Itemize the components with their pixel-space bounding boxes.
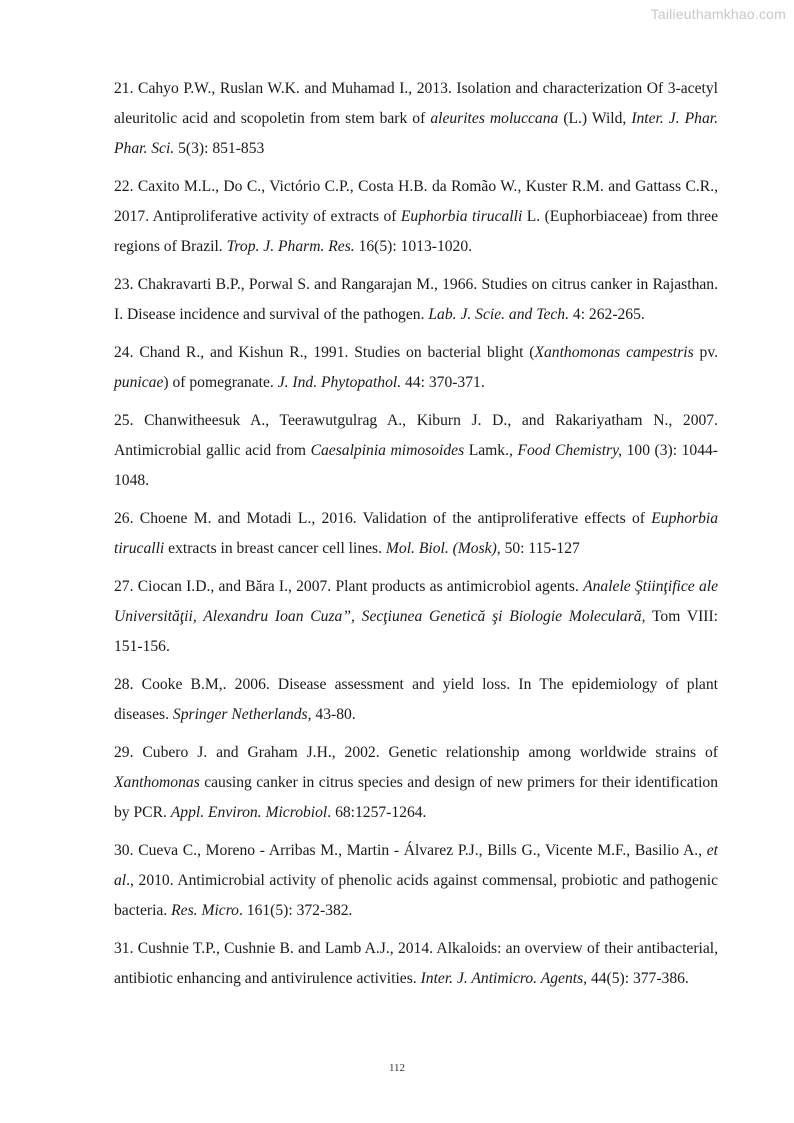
reference-italic-text: Xanthomonas: [114, 774, 200, 791]
reference-italic-text: punicae: [114, 374, 164, 391]
reference-text: 30. Cueva C., Moreno - Arribas M., Martin - Álvarez P.J., Bills G., Vicente M.F., Basilio A.,: [114, 842, 707, 859]
reference-entry: [114, 836, 718, 926]
reference-text: causing canker in citrus species and design of new primers for their identification by PCR.: [114, 774, 718, 821]
reference-text: 44: 370-371.: [401, 374, 485, 391]
reference-italic-text: Mol. Biol. (Mosk),: [385, 540, 501, 557]
reference-text: 22. Caxito M.L., Do C., Victório C.P., Costa H.B. da Romão W., Kuster R.M. and Gattass C.R., 2017. Antiproliferative activity of extracts of: [114, 178, 718, 225]
reference-italic-text: Trop. J. Pharm. Res.: [226, 238, 355, 255]
reference-italic-text: Springer Netherlands,: [172, 706, 312, 723]
reference-text: 29. Cubero J. and Graham J.H., 2002. Genetic relationship among worldwide strains of: [114, 744, 718, 761]
reference-entry: [114, 74, 718, 164]
reference-italic-text: Res. Micro: [171, 902, 239, 919]
reference-text: 24. Chand R., and Kishun R., 1991. Studies on bacterial blight (: [114, 344, 535, 361]
reference-entry: [114, 504, 718, 564]
reference-entry: [114, 572, 718, 662]
reference-italic-text: Inter. J. Phar. Phar. Sci.: [114, 110, 718, 157]
reference-text: 27. Ciocan I.D., and Băra I., 2007. Plant products as antimicrobiol agents.: [114, 578, 584, 595]
reference-italic-text: aleurites moluccana: [430, 110, 559, 127]
reference-text: . 68:1257-1264.: [327, 804, 427, 821]
reference-italic-text: Inter. J. Antimicro. Agents,: [420, 970, 588, 987]
reference-text: 23. Chakravarti B.P., Porwal S. and Rangarajan M., 1966. Studies on citrus canker in Rajasthan. I. Disease incidence and survival of the pathogen.: [114, 276, 718, 323]
reference-text: 28. Cooke B.M,. 2006. Disease assessment and yield loss. In The epidemiology of plant diseases.: [114, 676, 718, 723]
reference-entry: [114, 738, 718, 828]
reference-list: [114, 74, 718, 1002]
reference-text: 25. Chanwitheesuk A., Teerawutgulrag A., Kiburn J. D., and Rakariyatham N., 2007. Antimicrobial gallic acid from: [114, 412, 718, 459]
reference-text: 44(5): 377-386.: [587, 970, 689, 987]
reference-text: 100 (3): 1044-1048.: [114, 442, 718, 489]
reference-text: ) of pomegranate.: [163, 374, 278, 391]
reference-text: 43-80.: [311, 706, 356, 723]
reference-italic-text: Analele Ştiinţifice ale Universităţii, Alexandru Ioan Cuza”, Secţiunea Genetică şi Biologie Moleculară: [114, 578, 718, 625]
reference-italic-text: Euphorbia tirucalli: [114, 510, 718, 557]
reference-text: L. (Euphorbiaceae) from three regions of Brazil.: [114, 208, 718, 255]
reference-italic-text: Food Chemistry,: [517, 442, 623, 459]
reference-text: , Tom VIII: 151-156.: [114, 608, 719, 655]
reference-text: pv.: [693, 344, 719, 361]
reference-text: . 161(5): 372-382.: [238, 902, 353, 919]
reference-italic-text: Caesalpinia mimosoides: [310, 442, 465, 459]
reference-italic-text: Lab. J. Scie. and Tech.: [428, 306, 569, 323]
reference-text: 50: 115-127: [500, 540, 580, 557]
reference-entry: [114, 670, 718, 730]
reference-text: 21. Cahyo P.W., Ruslan W.K. and Muhamad I., 2013. Isolation and characterization Of 3-acetyl aleuritolic acid and scopoletin from stem bark of: [114, 80, 718, 127]
reference-italic-text: Xanthomonas campestris: [534, 344, 694, 361]
reference-text: extracts in breast cancer cell lines.: [164, 540, 386, 557]
watermark-text: Tailieuthamkhao.com: [650, 6, 786, 22]
reference-entry: [114, 934, 718, 994]
reference-text: 16(5): 1013-1020.: [354, 238, 473, 255]
reference-text: 5(3): 851-853: [174, 140, 265, 157]
reference-entry: [114, 172, 718, 262]
page-number: 112: [388, 1062, 406, 1074]
reference-entry: [114, 270, 718, 330]
reference-text: Lamk.,: [464, 442, 518, 459]
reference-text: (L.) Wild,: [558, 110, 632, 127]
reference-entry: [114, 338, 718, 398]
reference-text: 26. Choene M. and Motadi L., 2016. Validation of the antiproliferative effects of: [114, 510, 652, 527]
reference-text: 4: 262-265.: [569, 306, 645, 323]
reference-italic-text: Appl. Environ. Microbiol: [170, 804, 328, 821]
reference-italic-text: J. Ind. Phytopathol.: [277, 374, 402, 391]
reference-text: ., 2010. Antimicrobial activity of phenolic acids against commensal, probiotic and pathogenic bacteria.: [114, 872, 718, 919]
reference-entry: [114, 406, 718, 496]
reference-italic-text: Euphorbia tirucalli: [400, 208, 523, 225]
reference-italic-text: et al: [114, 842, 718, 889]
reference-text: 31. Cushnie T.P., Cushnie B. and Lamb A.J., 2014. Alkaloids: an overview of their antibacterial, antibiotic enhancing and antivirulence activities.: [114, 940, 718, 987]
